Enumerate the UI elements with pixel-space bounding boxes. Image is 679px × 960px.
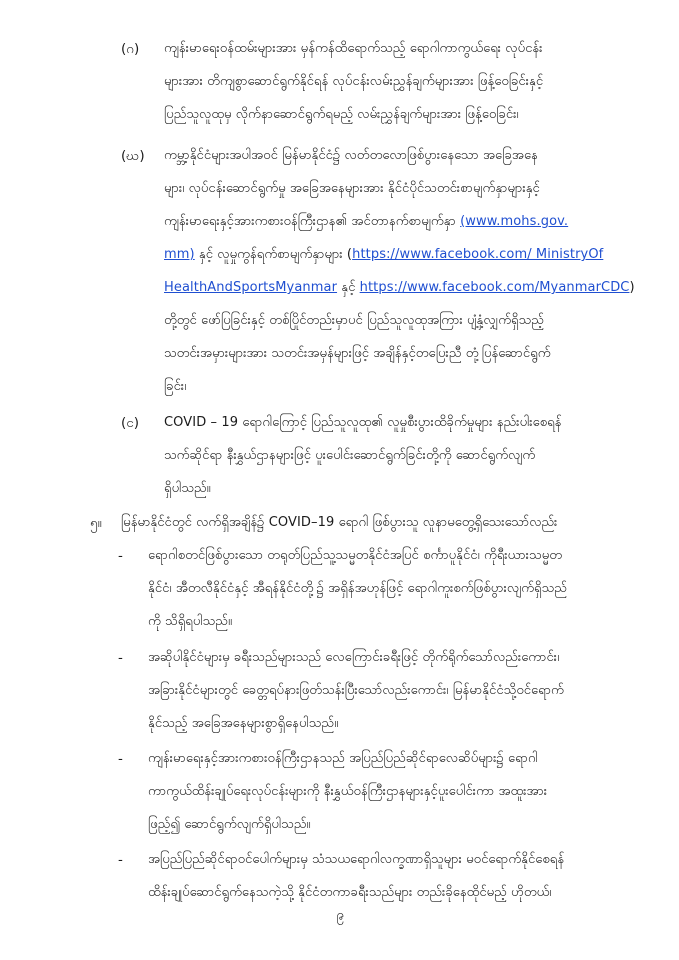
bullet-2-line-3: နိုင်သည့် အခြေအနေများစွာရှိနေပါသည်။ [148,716,339,731]
facebook-ministry-link-part1[interactable]: https://www.facebook.com/ MinistryOf [352,247,604,262]
bullet-1-line-2: နိုင်ငံ၊ အီတလီနိုင်ငံနှင့် အီရန်နိုင်ငံတို့၌ အရှိန်အဟုန်ဖြင့် ရောဂါကူးစက်ဖြစ်ပွားလျက်ရှိသည် [148,581,567,596]
item-nga-line-3: ရှိပါသည်။ [164,481,211,496]
facebook-ministry-link-part2[interactable]: HealthAndSportsMyanmar [164,280,338,295]
mohs-website-link-part2[interactable]: mm) [164,247,195,262]
bullet-2-line-1: အဆိုပါနိုင်ငံများမှ ခရီးသည်များသည် လေကြောင်းခရီးဖြင့် တိုက်ရိုက်သော်လည်းကောင်း၊ [148,650,560,665]
item-gha-line-2: များ၊ လုပ်ငန်းဆောင်ရွက်မှု အခြေအနေများအား နိုင်ငံပိုင်သတင်းစာမျက်နှာများနှင့် [164,181,540,196]
paragraph-number-5: ၅။ [90,515,102,531]
bullet-4-line-1: အပြည်ပြည်ဆိုင်ရာဝင်ပေါက်များမှ သံသယရောဂါလက္ခဏာရှိသူများ မဝင်ရောက်နိုင်စေရန် [148,852,565,867]
item-gha-line-7: သတင်းအမှားများအား သတင်းအမှန်များဖြင့် အချိန်နှင့်တပြေးညီ တုံ့ပြန်ဆောင်ရွက် [164,346,551,361]
paragraph-5-heading: မြန်မာနိုင်ငံတွင် လက်ရှိအချိန်၌ COVID–19 ရောဂါ ဖြစ်ပွားသူ လူနာမတွေ့ရှိသေးသော်လည်း [121,515,558,530]
item-gha-line-5 [164,277,644,301]
item-gha-line-4 [164,244,644,268]
item-nga-line-1: COVID – 19 ရောဂါကြောင့် ပြည်သူလူထု၏ လူမှုစီးပွားထိခိုက်မှုများ နည်းပါးစေရန် [164,415,562,430]
item-gha-line-3 [164,211,644,235]
facebook-cdc-link[interactable]: https://www.facebook.com/MyanmarCDC [359,280,630,295]
item-gha-line-6: တို့တွင် ဖော်ပြခြင်းနှင့် တစ်ပြိုင်တည်းမှာပင် ပြည်သူလူထုအကြား ပျံ့နှံ့လျှက်ရှိသည့် [164,313,544,328]
item-ga-line-2: များအား တိကျစွာဆောင်ရွက်နိုင်ရန် လုပ်ငန်းလမ်းညွှန်ချက်များအား ဖြန့်ဝေခြင်းနှင့် [164,74,544,89]
page-number: ၉ [336,908,344,923]
bullet-dash-4: - [118,852,123,868]
bullet-3-line-1: ကျန်းမာရေးနှင့်အားကစားဝန်ကြီးဌာနသည် အပြည်ပြည်ဆိုင်ရာလေဆိပ်များ၌ ရောဂါ [148,751,538,766]
bullet-dash-1: - [118,548,123,564]
and-text: နှင့် [337,280,360,295]
bullet-3-line-2: ကာကွယ်ထိန်းချုပ်ရေးလုပ်ငန်းများကို နီးနွှယ်ဝန်ကြီးဌာနများနှင့်ပူးပေါင်းကာ အထူးအား [148,784,548,799]
item-marker-gha: (ဃ) [121,148,145,164]
item-marker-ga: (ဂ) [121,41,140,57]
bullet-4-line-2: ထိန်းချုပ်ဆောင်ရွက်နေသကဲ့သို့ နိုင်ငံတကာခရီးသည်များ တည်းခိုနေထိုင်မည့် ဟိုတယ်၊ [148,885,552,900]
item-gha-line-3-text: ကျန်းမာရေးနှင့်အားကစားဝန်ကြီးဌာန၏ အင်တာနက်စာမျက်နှာ [164,214,456,229]
item-marker-nga: (င) [121,415,140,431]
item-gha-line-1: ကမ္ဘာ့နိုင်ငံများအပါအဝင် မြန်မာနိုင်ငံ၌ လတ်တလောဖြစ်ပွားနေသော အခြေအနေ [164,148,538,163]
bullet-2-line-2: အခြားနိုင်ငံများတွင် ခေတ္တရပ်နားဖြတ်သန်းပြီးသော်လည်းကောင်း၊ မြန်မာနိုင်ငံသို့ဝင်ရောက် [148,683,564,698]
bullet-1-line-3: ကို သိရှိရပါသည်။ [148,614,232,629]
bullet-3-line-3: ဖြည့်၍ ဆောင်ရွက်လျက်ရှိပါသည်။ [148,817,311,832]
item-ga-line-3: ပြည်သူလူထုမှ လိုက်နာဆောင်ရွက်ရမည့် လမ်းညွှန်ချက်များအား ဖြန့်ဝေခြင်း၊ [164,107,519,122]
bullet-dash-3: - [118,751,123,767]
mohs-website-link-part1[interactable]: (www.mohs.gov. [460,214,569,229]
bullet-1-line-1: ရောဂါစတင်ဖြစ်ပွားသော တရုတ်ပြည်သူ့သမ္မတနိုင်ငံအပြင် စင်္ကာပူနိုင်ငံ၊ ကိုရီးယားသမ္မတ [148,548,563,563]
close-paren-text: ) [629,280,635,295]
item-gha-line-8: ခြင်း၊ [164,379,187,394]
item-ga-line-1: ကျန်းမာရေးဝန်ထမ်းများအား မှန်ကန်ထိရောက်သည့် ရောဂါကာကွယ်ရေး လုပ်ငန်း [164,41,543,56]
social-pages-text: နှင့် လူမှုကွန်ရက်စာမျက်နှာများ ( [194,247,353,262]
bullet-dash-2: - [118,650,123,666]
item-nga-line-2: သက်ဆိုင်ရာ နီးနွှယ်ဌာနများဖြင့် ပူးပေါင်းဆောင်ရွက်ခြင်းတို့ကို ဆောင်ရွက်လျက် [164,448,536,463]
